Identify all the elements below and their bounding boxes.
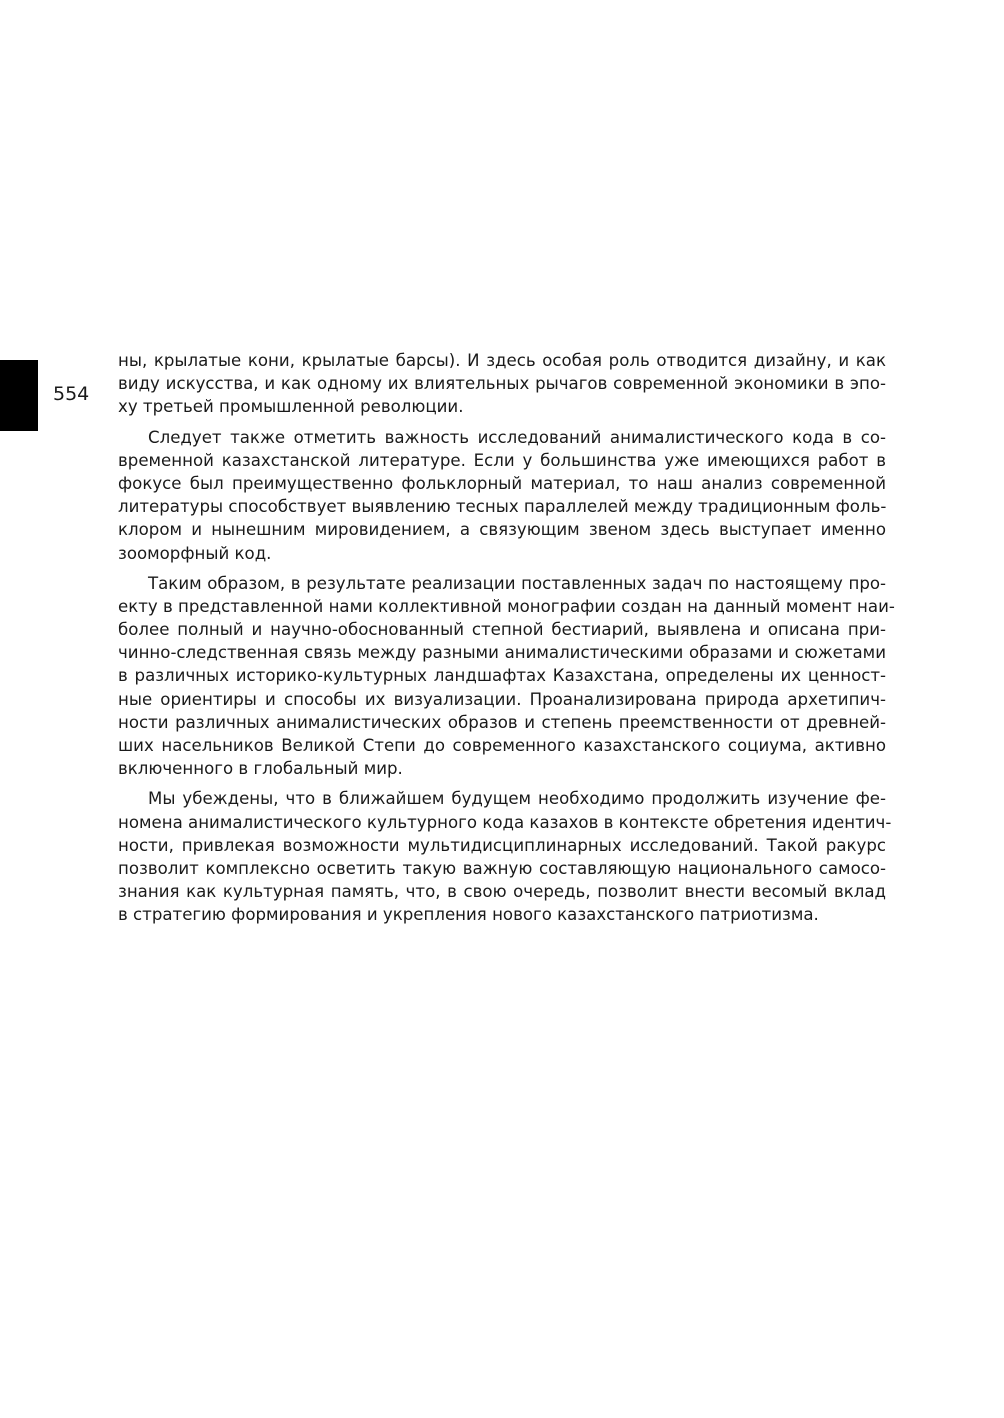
paragraph-1 [118, 349, 886, 419]
body-text [118, 349, 895, 934]
text-line: Мы убеждены, что в ближайшем будущем необходимо продолжить изучение фе- [148, 789, 886, 809]
page-edge-tab [0, 360, 38, 431]
page-number: 554 [53, 383, 90, 405]
text-line: временной казахстанской литературе. Если у большинства уже имеющихся работ в [118, 450, 886, 470]
text-line: номена анималистического культурного кода казахов в контексте обретения идентич- [118, 812, 892, 832]
text-line: включенного в глобальный мир. [118, 759, 403, 779]
text-line: Таким образом, в результате реализации поставленных задач по настоящему про- [148, 573, 886, 593]
paragraph-2 [118, 426, 886, 565]
text-line: фокусе был преимущественно фольклорный материал, то наш анализ современной [118, 473, 886, 493]
text-line: ших насельников Великой Степи до современного казахстанского социума, активно [118, 736, 886, 755]
text-line: ности, привлекая возможности мультидисциплинарных исследований. Такой ракурс [118, 835, 886, 855]
text-line: виду искусства, и как одному их влиятельных рычагов современной экономики в эпо- [118, 374, 886, 394]
text-line: в различных историко-культурных ландшафтах Казахстана, определены их ценност- [118, 666, 886, 686]
text-line: литературы способствует выявлению тесных параллелей между традиционным фоль- [118, 497, 887, 517]
text-line: Следует также отметить важность исследований анималистического кода в со- [148, 427, 886, 447]
text-line: клором и нынешним мировидением, а связующим звеном здесь выступает именно [118, 520, 886, 540]
paragraph-3 [118, 572, 895, 781]
text-line: позволит комплексно осветить такую важную составляющую национального самосо- [118, 858, 886, 878]
text-line: зооморфный код. [118, 543, 272, 563]
text-line: чинно-следственная связь между разными анималистическими образами и сюжетами [118, 643, 886, 663]
text-line: ные ориентиры и способы их визуализации. Проанализирована природа архетипич- [118, 689, 886, 709]
text-line: екту в представленной нами коллективной монографии создан на данный момент наи- [118, 596, 895, 616]
text-line: в стратегию формирования и укрепления нового казахстанского патриотизма. [118, 905, 819, 925]
text-line: ности различных анималистических образов и степень преемственности от древней- [118, 712, 886, 732]
text-line: знания как культурная память, что, в свою очередь, позволит внести весомый вклад [118, 882, 886, 902]
paragraph-4 [118, 787, 892, 926]
text-line: более полный и научно-обоснованный степной бестиарий, выявлена и описана при- [118, 620, 886, 640]
text-line: ны, крылатые кони, крылатые барсы). И здесь особая роль отводится дизайну, и как [118, 351, 886, 370]
text-line: ху третьей промышленной революции. [118, 397, 464, 417]
